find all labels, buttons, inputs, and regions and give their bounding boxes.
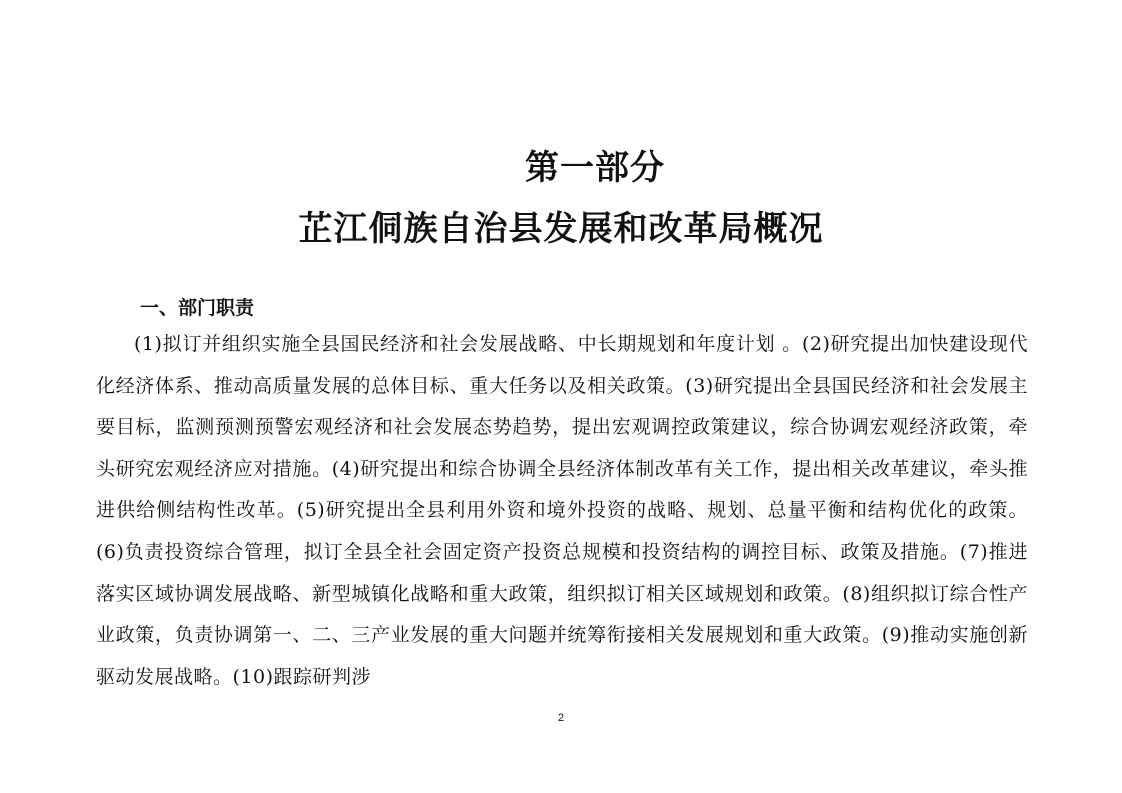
body-paragraph: (1)拟订并组织实施全县国民经济和社会发展战略、中长期规划和年度计划 。(2)研究提出加快建设现代化经济体系、推动高质量发展的总体目标、重大任务以及相关政策。(3)研究提出全县国民经济和社会发展主要目标，监测预测预警宏观经济和社会发展态势趋势，提出宏观调控政策建议，综合协调宏观经济政策，牵头研究宏观经济应对措施。(4)研究提出和综合协调全县经济体制改革有关工作，提出相关改革建议，牵头推进供给侧结构性改革。(5)研究提出全县利用外资和境外投资的战略、规划、总量平衡和结构优化的政策。(6)负责投资综合管理，拟订全县全社会固定资产投资总规模和投资结构的调控目标、政策及措施。(7)推进落实区域协调发展战略、新型城镇化战略和重大政策，组织拟订相关区域规划和政策。(8)组织拟订综合性产业政策，负责协调第一、二、三产业发展的重大问题并统筹衔接相关发展规划和重大政策。(9)推动实施创新驱动发展战略。(10)跟踪研判涉 <box>96 333 1028 688</box>
document-title: 芷江侗族自治县发展和改革局概况 <box>298 209 824 249</box>
part-title: 第一部分 <box>525 148 665 188</box>
section-heading: 一、部门职责 <box>140 297 255 319</box>
page-number: 2 <box>557 712 565 724</box>
